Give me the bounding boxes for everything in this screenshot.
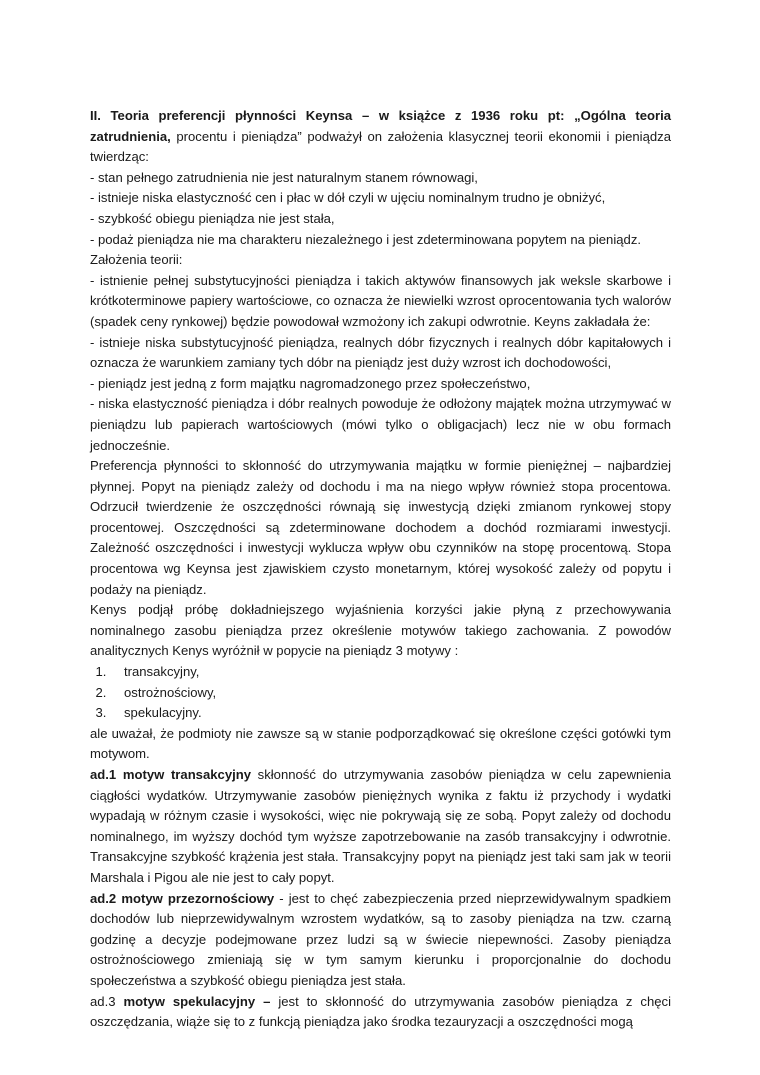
ad2-paragraph [90, 889, 671, 992]
motives-intro: Kenys podjął próbę dokładniejszego wyjaśnienia korzyści jakie płyną z przechowywania nominalnego zasobu pieniądza przez określenie motywów takiego zachowania. Z powodów analitycznych Kenys wyróżnił w popycie na pieniądz 3 motywy : [90, 602, 671, 659]
motive-item: 1. transakcyjny, [110, 662, 671, 683]
intro-text: procentu i pieniądza” podważył on założenia klasycznej teorii ekonomii i pieniądza twierdząc: [90, 128, 671, 165]
ad2-label: ad.2 motyw przezornościowy [90, 890, 275, 906]
ad3-paragraph [90, 992, 671, 1033]
claim-item: - podaż pieniądza nie ma charakteru niezależnego i jest zdeterminowana popytem na pieniądz. [90, 231, 641, 247]
motives-list [90, 662, 671, 724]
motive-item: 3. spekulacyjny. [110, 703, 671, 724]
motive-item: 2. ostrożnościowy, [110, 683, 671, 704]
ad1-label: ad.1 motyw transakcyjny [90, 767, 252, 782]
ad2-text: - jest to chęć zabezpieczenia przed nieprzewidywalnym spadkiem dochodów lub nieprzewidywalnym wzrostem wydatków, są to zasoby pieniądza na tzw. czarną godzinę a decyzje podejmowane przez ludzi są w świecie niepewności. Zasoby pieniądza ostrożnościowego zmieniają się w tym samym kierunku i proporcjonalnie do dochodu społeczeństwa a szybkość obiegu pieniądza jest stała. [90, 890, 671, 988]
ad3-prefix: ad.3 [90, 993, 124, 1009]
preference-paragraph: Preferencja płynności to skłonność do utrzymywania majątku w formie pieniężnej – najbardziej płynnej. Popyt na pieniądz zależy od dochodu i ma na niego wpływ również stopa procentowa. Odrzucił twierdzenie że oszczędności równają się inwestycją dzięki zmianom rynkowej stopy procentowej. Oszczędności są zdeterminowane dochodem a dochód rozmiarami inwestycji. Zależność oszczędności i inwestycji wyklucza wpływ obu czynników na stopę procentową. Stopa procentowa wg Keynsa jest zjawiskiem czysto monetarnym, której wysokość zależy od popytu i podaży na pieniądz. [90, 458, 671, 597]
claim-item: - istnieje niska elastyczność cen i płac w dół czyli w ujęciu nominalnym trudno je obniżyć, [90, 190, 606, 206]
claim-item: - szybkość obiegu pieniądza nie jest stała, [90, 210, 335, 226]
intro-heading: II. Teoria preferencji płynności Keynsa – w książce z 1936 roku pt: „Ogólna teoria zatrudnienia, [90, 108, 671, 144]
assumption-item: - pieniądz jest jedną z form majątku nagromadzonego przez społeczeństwo, [90, 375, 531, 391]
intro-paragraph [90, 106, 671, 168]
assumption-item: - istnienie pełnej substytucyjności pieniądza i takich aktywów finansowych jak weksle skarbowe i krótkoterminowe papiery wartościowe, co oznacza że niewielki wzrost oprocentowania tych walorów (spadek ceny rynkowej) będzie powodował wzmożony ich zakupi odwrotnie. Keyns zakładała że: [90, 272, 671, 329]
ad1-text: skłonność do utrzymywania zasobów pieniądza w celu zapewnienia ciągłości wydatków. Utrzymywanie zasobów pieniężnych wynika z faktu iż przychody i wydatki wypadają w różnym czasie i wysokości, więc nie pokrywają się ze sobą. Popyt zależy od dochodu nominalnego, im wyższy dochód tym wyższe zapotrzebowanie na zasób transakcyjny i odwrotnie. Transakcyjne szybkość krążenia jest stała. Transakcyjny popyt na pieniądz jest taki sam jak w teorii Marshala i Pigou ale nie jest to cały popyt. [90, 767, 671, 885]
assumptions-heading: Założenia teorii: [90, 252, 183, 268]
ad3-text: jest to skłonność do utrzymywania zasobów pieniądza z chęci oszczędzania, wiąże się to z funkcją pieniądza jako środka tezauryzacji a oszczędności mogą [90, 993, 671, 1030]
claim-item: - stan pełnego zatrudnienia nie jest naturalnym stanem równowagi, [90, 169, 478, 185]
assumption-item: - istnieje niska substytucyjność pieniądza, realnych dóbr fizycznych i realnych dóbr kapitałowych i oznacza że warunkiem zamiany tych dóbr na pieniądz jest duży wzrost ich dochodowości, [90, 334, 671, 371]
assumption-item: - niska elastyczność pieniądza i dóbr realnych powoduje że odłożony majątek można utrzymywać w pieniądzu lub papierach wartościowych (mówi tylko o obligacjach) lecz nie w obu formach jednocześnie. [90, 396, 671, 453]
ad1-paragraph [90, 765, 671, 889]
ad3-label: motyw spekulacyjny – [123, 993, 271, 1009]
motives-after: ale uważał, że podmioty nie zawsze są w stanie podporządkować się określone części gotówki tym motywom. [90, 725, 671, 762]
